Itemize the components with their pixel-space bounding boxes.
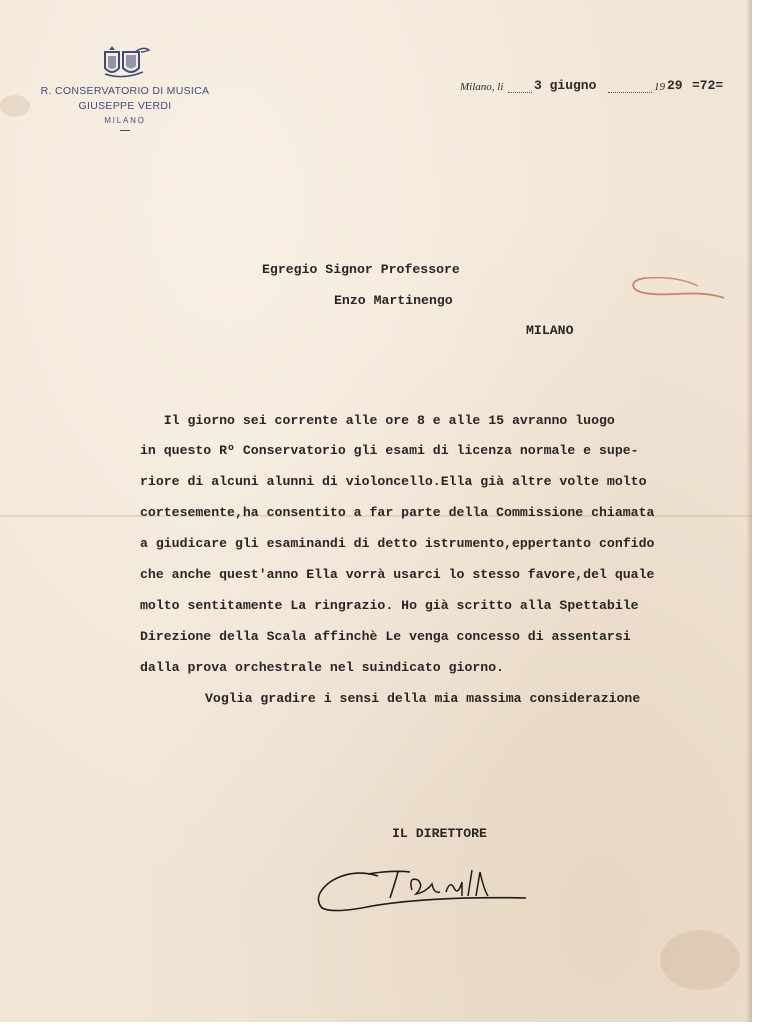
signatory-title: IL DIRETTORE bbox=[392, 826, 487, 841]
dateline bbox=[460, 80, 740, 98]
body-line: Il giorno sei corrente alle ore 8 e alle 15 avranno luogo bbox=[140, 413, 615, 428]
date-day: 3 giugno bbox=[534, 78, 597, 93]
protocol-number: =72= bbox=[692, 78, 724, 93]
date-year-prefix: 19 bbox=[654, 81, 665, 93]
closing-line: Voglia gradire i sensi della mia massima considerazione bbox=[205, 691, 641, 706]
letterhead-institution: R. CONSERVATORIO DI MUSICA bbox=[40, 85, 210, 97]
date-year-suffix: 29 bbox=[667, 78, 683, 93]
body-line: che anche quest'anno Ella vorrà usarci lo stesso favore,del quale bbox=[140, 567, 655, 582]
crest-icon bbox=[99, 46, 151, 80]
body-line: a giudicare gli esaminandi di detto istrumento,eppertanto confido bbox=[140, 536, 655, 551]
salutation: Egregio Signor Professore bbox=[262, 262, 460, 277]
recipient-name: Enzo Martinengo bbox=[334, 293, 453, 308]
body-line: Direzione della Scala affinchè Le venga concesso di assentarsi bbox=[140, 629, 631, 644]
body-line: molto sentitamente La ringrazio. Ho già scritto alla Spettabile bbox=[140, 598, 639, 613]
dotted-rule bbox=[508, 92, 532, 93]
dotted-rule bbox=[608, 92, 652, 93]
letterhead-name: GIUSEPPE VERDI bbox=[78, 100, 172, 112]
pen-mark bbox=[628, 272, 728, 306]
letterhead-divider bbox=[120, 130, 130, 131]
body-line: dalla prova orchestrale nel suindicato giorno. bbox=[140, 660, 505, 675]
paper-stain bbox=[660, 930, 740, 990]
place-label: Milano, li bbox=[460, 81, 504, 93]
body-line: cortesemente,ha consentito a far parte della Commissione chiamata bbox=[140, 505, 655, 520]
letterhead-city: MILANO bbox=[104, 116, 146, 125]
body-line: riore di alcuni alunni di violoncello.Ella già altre volte molto bbox=[140, 474, 647, 489]
recipient-city: MILANO bbox=[526, 323, 574, 338]
director-signature bbox=[312, 862, 532, 922]
paper-edge bbox=[746, 0, 752, 1022]
body-line: in questo Rº Conservatorio gli esami di licenza normale e supe- bbox=[140, 443, 639, 458]
letterhead bbox=[20, 46, 230, 131]
